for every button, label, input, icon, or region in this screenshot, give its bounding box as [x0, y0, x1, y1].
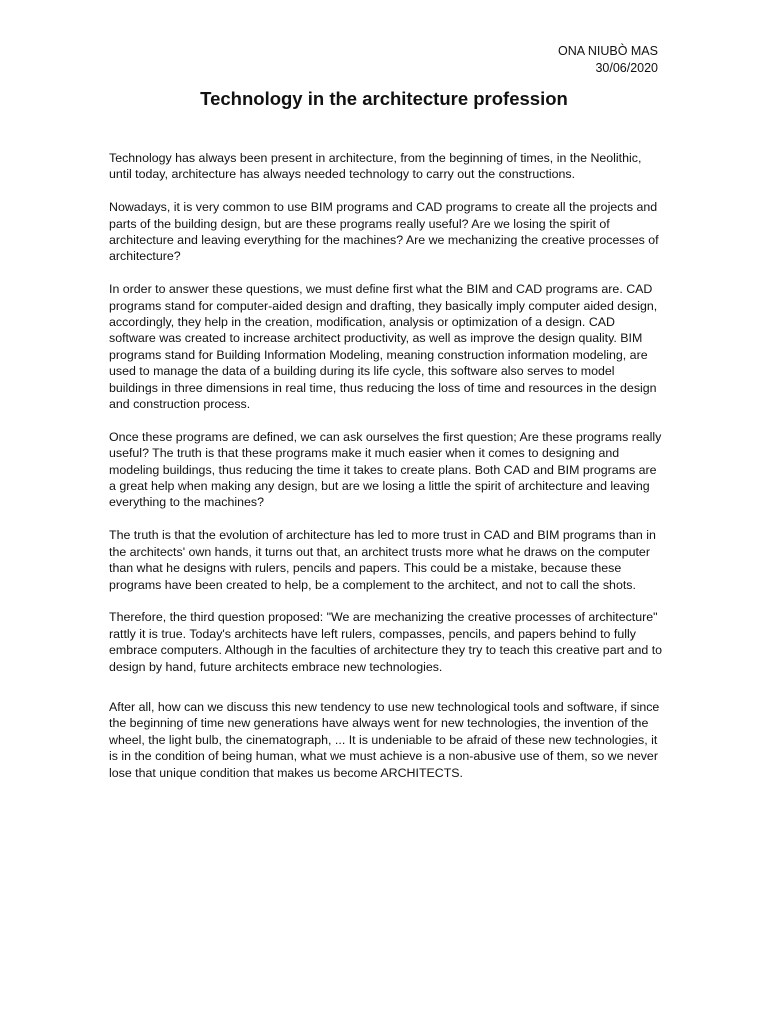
document-title: Technology in the architecture profession: [200, 88, 568, 109]
paragraph-conclusion: After all, how can we discuss this new tendency to use new technological tools and software, if since the beginning of time new generations have always went for new technologies, the invention of the wheel, the light bulb, the cinematograph, ... It is undeniable to be afraid of these new technologies, it is in the condition of being human, what we must achieve is a non-abusive use of them, so we never lose that unique condition that makes us become ARCHITECTS.: [109, 699, 660, 780]
paragraph-usefulness: Once these programs are defined, we can ask ourselves the first question; Are these programs really useful? The truth is that these programs make it much easier when it comes to designing and modeling buildings, thus reducing the time it takes to create plans. Both CAD and BIM programs are a great help when making any design, but are we losing a little the spirit of architecture and leaving everything to the machines?: [109, 429, 662, 510]
author-header: [558, 43, 658, 77]
document-date: 30/06/2020: [595, 61, 658, 75]
paragraph-questions: Nowadays, it is very common to use BIM programs and CAD programs to create all the projects and parts of the building design, but are these programs really useful? Are we losing the spirit of architecture and leaving everything for the machines? Are we mechanizing the creative processes of architecture?: [109, 200, 659, 264]
paragraph-definitions: In order to answer these questions, we must define first what the BIM and CAD programs are. CAD programs stand for computer-aided design and drafting, they basically imply computer aided design, accordingly, they help in the creation, modification, analysis or optimization of a design. CAD software was created to increase architect productivity, as well as improve the design quality. BIM programs stand for Building Information Modeling, meaning construction information modeling, are used to manage the data of a building during its life cycle, this software also serves to model buildings in three dimensions in real time, thus reducing the loss of time and resources in the design and construction process.: [109, 282, 658, 412]
author-name: ONA NIUBÒ MAS: [557, 44, 658, 58]
paragraph-intro: Technology has always been present in architecture, from the beginning of times, in the Neolithic, until today, architecture has always needed technology to carry out the constructions.: [109, 151, 642, 182]
document-body: [109, 150, 663, 797]
paragraph-mechanizing: Therefore, the third question proposed: "We are mechanizing the creative processes of architecture" rattly it is true. Today's architects have left rulers, compasses, pencils, and papers behind to fully embrace computers. Although in the faculties of architecture they try to teach this creative part and to design by hand, future architects embrace new technologies.: [109, 610, 663, 674]
paragraph-trust: The truth is that the evolution of architecture has led to more trust in CAD and BIM programs than in the architects' own hands, it turns out that, an architect trusts more what he draws on the computer than what he designs with rulers, pencils and papers. This could be a mistake, because these programs have been created to help, be a complement to the architect, and not to call the shots.: [109, 528, 656, 592]
